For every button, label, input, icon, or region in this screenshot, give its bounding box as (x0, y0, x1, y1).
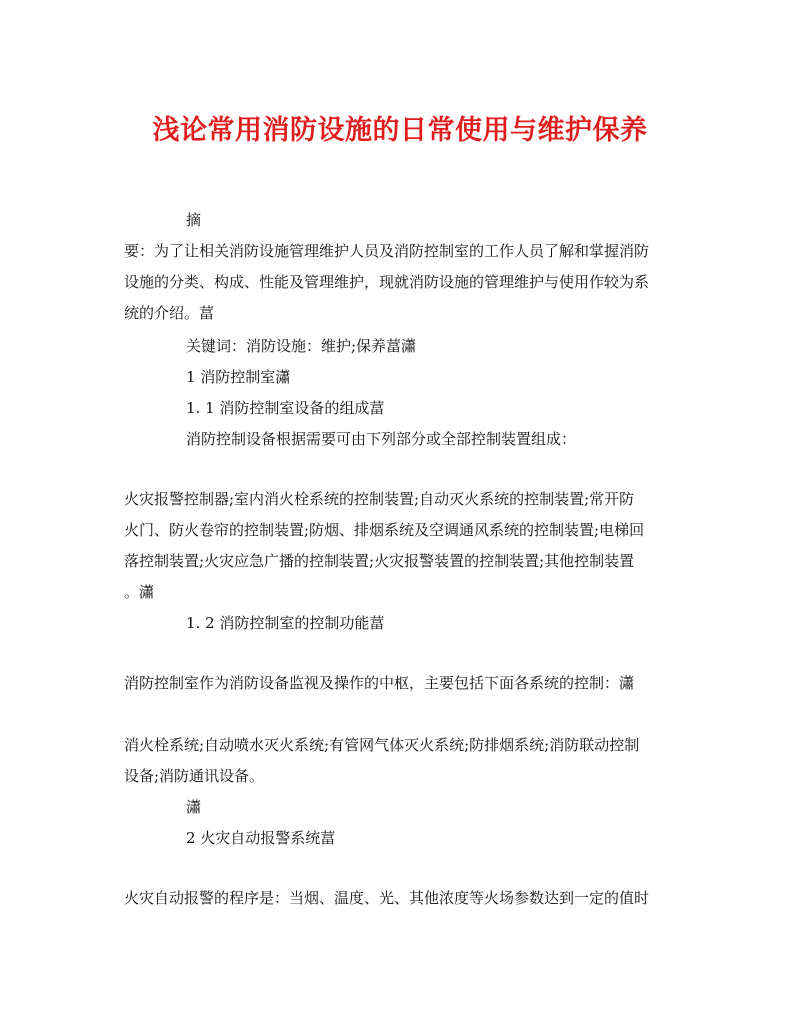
systems-line-2: 设备;消防通讯设备。 (124, 767, 265, 785)
alarm-procedure-line: 火灾自动报警的程序是：当烟、温度、光、其他浓度等火场参数达到一定的值时 (124, 889, 650, 907)
document-title: 浅论常用消防设施的日常使用与维护保养 (152, 115, 648, 146)
abstract-line-3: 统的介绍。葍 (124, 304, 215, 322)
devices-line-1: 火灾报警控制器;室内消火栓系统的控制装置;自动灭火系统的控制装置;常开防 (124, 490, 635, 508)
devices-line-3: 落控制装置;火灾应急广播的控制装置;火灾报警装置的控制装置;其他控制装置 (124, 552, 635, 570)
paragraph-mark-line: 瀟 (186, 798, 202, 816)
section-1-heading: 1 消防控制室瀟 (186, 368, 291, 386)
keywords-line: 关键词：消防设施：维护;保养葍瀟 (186, 337, 417, 355)
control-center-line: 消防控制室作为消防设备监视及操作的中枢，主要包括下面各系统的控制：瀟 (124, 674, 635, 692)
systems-line-1: 消火栓系统;自动喷水灭火系统;有管网气体灭火系统;防排烟系统;消防联动控制 (124, 736, 640, 754)
abstract-line-1: 要：为了让相关消防设施管理维护人员及消防控制室的工作人员了解和掌握消防 (124, 242, 650, 260)
devices-line-2: 火门、防火卷帘的控制装置;防烟、排烟系统及空调通风系统的控制装置;电梯回 (124, 521, 645, 539)
section-1-1-intro: 消防控制设备根据需要可由下列部分或全部控制装置组成： (186, 430, 577, 448)
section-1-1-heading: 1. 1 消防控制室设备的组成葍 (186, 399, 385, 417)
section-1-2-heading: 1. 2 消防控制室的控制功能葍 (186, 614, 385, 632)
abstract-line-2: 设施的分类、构成、性能及管理维护，现就消防设施的管理维护与使用作较为系 (124, 273, 650, 291)
section-2-heading: 2 火灾自动报警系统葍 (186, 829, 336, 847)
abstract-label-start: 摘 (186, 211, 202, 229)
devices-line-4: 。瀟 (124, 583, 155, 601)
